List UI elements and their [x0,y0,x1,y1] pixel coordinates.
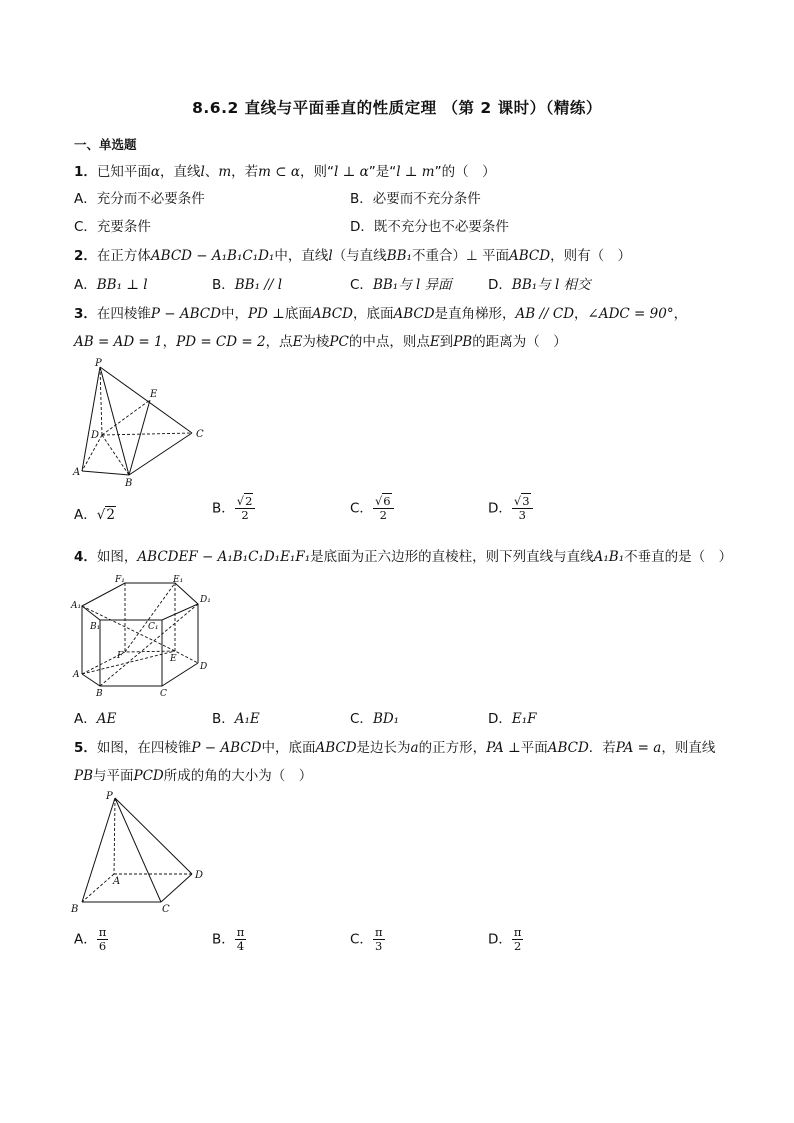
fig-label: E [170,654,177,664]
q-math: PC [329,334,349,350]
fraction-denominator: 6 [98,939,107,953]
q-text: 是底面为正六边形的直棱柱，则下列直线与直线 [310,549,594,565]
fig-label: D [200,662,208,672]
fig-label: F [117,651,124,661]
q2-option-a[interactable] [74,273,148,293]
q5-option-c[interactable] [350,926,385,953]
option-label: D． [488,500,512,517]
fraction-denominator: 2 [514,939,522,953]
question-3 [74,302,687,322]
q1-option-c[interactable]: C．充要条件 [74,219,151,235]
fraction-denominator: 3 [518,508,526,522]
q-text: 中， [220,306,248,322]
option-value: BB₁与 l 异面 [372,277,452,293]
fig-label: C [160,689,167,699]
q-text: 所成的角的大小为（ ） [163,768,313,784]
q5-option-b[interactable] [212,926,246,953]
q-math: PA = a [615,740,662,756]
q-text: 是直角梯形， [434,306,516,322]
q-text: 平面 [520,740,548,756]
q-math: ABCD − A₁B₁C₁D₁ [150,248,275,264]
question-number: 1． [74,164,97,180]
option-value: BB₁ ⊥ l [96,277,148,293]
q4-option-d[interactable] [488,707,537,727]
q-text: 是边长为 [356,740,411,756]
fraction-numerator: √3 [512,495,533,509]
radicand: 6 [383,494,391,508]
q-text: ”的（ ） [434,164,496,180]
fraction-denominator: 3 [375,939,383,953]
q-math: AB // CD [515,306,575,322]
option-label: A． [74,277,97,293]
q-text: 底面 [284,306,312,322]
option-label: C． [350,500,373,517]
q-text: ．若 [588,740,616,756]
q-text: 为棱 [302,334,330,350]
q-text: ，若 [231,164,259,180]
q-text: 已知平面 [96,164,151,180]
q-math: l [328,248,333,264]
q-math: ABCD [393,306,435,322]
q-text: 在四棱锥 [96,306,151,322]
fraction [235,926,247,953]
q-math: PCD [133,768,164,784]
page-title: 8.6.2 直线与平面垂直的性质定理 （第 2 课时）（精练） [192,99,602,117]
fig-label: B [125,478,133,489]
fig-label: D₁ [200,595,211,605]
question-2 [74,244,631,264]
q-text: 中，直线 [274,248,329,264]
q5-option-d[interactable] [488,926,523,953]
q4-option-c[interactable] [350,707,399,727]
q-math: P − ABCD [191,740,262,756]
q3-option-c[interactable] [350,495,394,522]
option-value: 2 [106,507,115,523]
fraction [512,926,524,953]
q4-option-a[interactable] [74,707,116,727]
fig-label: C [196,429,204,440]
q1-option-d[interactable]: D．既不充分也不必要条件 [350,219,509,235]
question-3-line-2 [74,330,567,350]
q-text: ， [673,306,688,322]
q-math: PD = CD = 2 [176,334,266,350]
q-text: 不垂直的是（ ） [624,549,733,565]
fig-label: C₁ [148,622,159,632]
option-label: A． [74,507,97,523]
q-math: ABCD [509,248,551,264]
question-1 [74,160,496,180]
q-text: 不重合）⊥ 平面 [411,248,510,264]
q-text: 如图，在四棱锥 [96,740,192,756]
fig-label: P [95,358,102,369]
fig-label: A [73,467,81,478]
q-text: 在正方体 [96,248,151,264]
fig-label: B [71,904,79,915]
question-number: 2． [74,248,97,264]
q-text: ，直线 [160,164,201,180]
fraction [512,495,533,522]
q-text: ， [162,334,177,350]
q-math: E [292,334,303,350]
q-text: 、 [204,164,219,180]
question-number: 5． [74,740,97,756]
fig-label: A [73,670,80,680]
fraction-numerator: π [98,925,107,939]
option-label: B． [212,277,235,293]
option-label: D． [488,931,512,948]
q-math: m [218,164,232,180]
q4-hexagonal-prism-figure [70,570,220,700]
q-math: ABCD [315,740,357,756]
fraction-numerator: π [236,925,245,939]
fraction-denominator: 4 [236,939,245,953]
fig-label: E₁ [173,575,184,585]
fraction-numerator: √6 [373,495,394,509]
q-math: AB = AD = 1 [74,334,163,350]
fraction [373,926,385,953]
q-math: BB₁ [386,248,412,264]
q-math: l ⊥ m [396,164,435,180]
fig-label: D [195,870,204,881]
question-5 [74,736,715,756]
question-4 [74,545,732,565]
section-heading: 一、单选题 [74,137,137,152]
option-value: BB₁ // l [234,277,283,293]
q-math: P − ABCD [150,306,221,322]
q-text: ，则直线 [661,740,716,756]
fraction-numerator: √2 [235,495,256,509]
radicand: 2 [245,494,253,508]
fraction-numerator: π [374,925,383,939]
q-math: PB [74,768,94,784]
q-text: 如图， [96,549,138,565]
fraction [373,495,394,522]
q-text: ，则有（ ） [550,248,632,264]
q-text: 与平面 [93,768,134,784]
q-text: 到 [439,334,454,350]
q3-option-d[interactable] [488,495,533,522]
q1-option-a[interactable]: A．充分而不必要条件 [74,191,205,207]
option-label: C． [350,931,373,948]
q-math: a [410,740,419,756]
option-label: C． [350,711,373,727]
option-label: D． [488,711,512,727]
question-5-line-2 [74,764,312,784]
q-text: 的正方形， [418,740,487,756]
option-label: A． [74,931,97,948]
q1-option-b[interactable]: B．必要而不充分条件 [350,191,481,207]
q-text: 的中点，则点 [348,334,430,350]
fig-label: E [150,389,158,400]
q2-option-b[interactable] [212,273,282,293]
option-value: BD₁ [372,711,400,727]
q3-pyramid-figure [70,355,220,490]
q-text: ，则“ [299,164,334,180]
q2-option-d[interactable] [488,273,591,293]
option-label: A． [74,711,97,727]
fraction-numerator: π [513,925,522,939]
q5-option-a[interactable] [74,926,108,953]
fig-label: P [106,791,113,802]
q-text: ，点 [265,334,293,350]
q3-option-a[interactable] [74,503,116,523]
q-text: 的距离为（ ） [472,334,567,350]
q-text: 中，底面 [261,740,316,756]
q5-pyramid-figure [68,788,218,918]
option-value: E₁F [511,711,537,727]
option-label: B． [212,711,235,727]
q-math: PA ⊥ [486,740,521,756]
q-math: ABCD [311,306,353,322]
option-label: B． [212,931,235,948]
q4-option-b[interactable] [212,707,260,727]
option-value: A₁E [234,711,260,727]
fig-label: C [162,904,170,915]
q-math: PB [453,334,473,350]
question-number: 3． [74,306,97,322]
q-math: m ⊂ α [258,164,300,180]
q-math: PD ⊥ [247,306,285,322]
q-math: A₁B₁ [593,549,625,565]
question-number: 4． [74,549,97,565]
option-label: B． [212,500,235,517]
q-text: ，底面 [352,306,394,322]
fig-label: F₁ [115,575,125,585]
fig-label: B [96,689,103,699]
q-text: ， [574,306,588,322]
fig-label: A₁ [71,601,82,611]
q-math: ABCD [547,740,589,756]
option-label: D． [488,277,512,293]
fig-label: B₁ [90,622,101,632]
sqrt-sign: √ [96,507,106,523]
fraction [97,926,109,953]
q-math: ABCDEF − A₁B₁C₁D₁E₁F₁ [137,549,311,565]
q-text: （与直线 [332,248,387,264]
fraction [235,495,256,522]
q-math: ∠ADC = 90° [587,306,674,322]
q-text: ”是“ [368,164,397,180]
q-math: E [429,334,440,350]
q-math: l ⊥ α [333,164,369,180]
radicand: 3 [522,494,530,508]
q-math: l [200,164,205,180]
q2-option-c[interactable] [350,273,452,293]
option-value: BB₁与 l 相交 [511,277,591,293]
q-math: α [150,164,161,180]
option-label: C． [350,277,373,293]
fig-label: D [91,430,100,441]
fraction-denominator: 2 [241,508,249,522]
fraction-denominator: 2 [379,508,387,522]
option-value: AE [96,711,117,727]
fig-label: A [113,876,121,887]
q3-option-b[interactable] [212,495,255,522]
